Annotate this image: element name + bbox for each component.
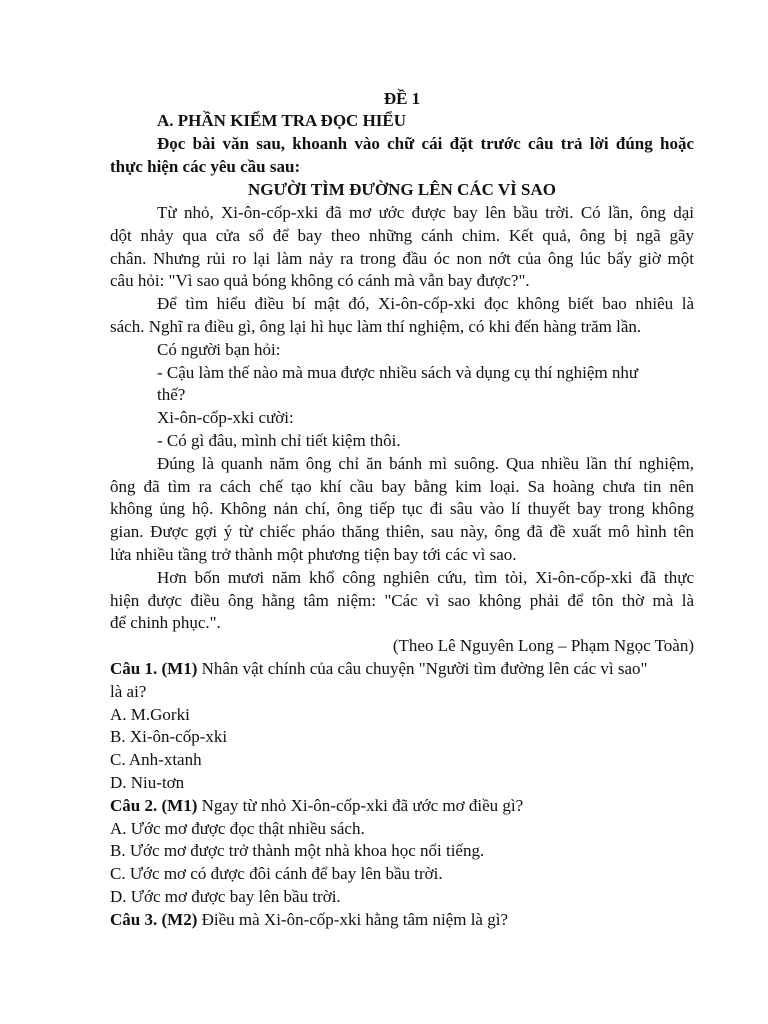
story-line: gian. Được gợi ý từ chiếc pháo thăng thiên, sau này, ông đã đề xuất mô hình tên [110,522,694,541]
question-3-text: Điều mà Xi-ôn-cốp-xki hằng tâm niệm là gì? [197,910,508,929]
question-3-label: Câu 3. (M2) [110,910,198,929]
question-2-option-c: C. Ước mơ có được đôi cánh để bay lên bầu trời. [110,864,443,883]
story-line: ông đã tìm ra cách chế tạo khí cầu bay bằng kim loại. Sa hoàng chưa tin nên [110,477,694,496]
story-line: chân. Nhưng rủi ro lại làm nảy ra trong đầu óc non nớt của ông lúc bấy giờ một [110,249,694,268]
story-line: - Có gì đâu, mình chỉ tiết kiệm thôi. [157,431,401,450]
story-line: Từ nhỏ, Xi-ôn-cốp-xki đã mơ ước được bay lên bầu trời. Có lần, ông dại [157,203,694,222]
question-3 [110,909,508,931]
question-2-label: Câu 2. (M1) [110,796,198,815]
question-1-text: Nhân vật chính của câu chuyện "Người tìm đường lên các vì sao" [197,659,648,678]
question-2-option-a: A. Ước mơ được đọc thật nhiều sách. [110,819,365,838]
story-line: Hơn bốn mươi năm khổ công nghiên cứu, tìm tòi, Xi-ôn-cốp-xki đã thực [157,568,694,587]
story-line: lửa nhiều tầng trở thành một phương tiện bay tới các vì sao. [110,545,517,564]
story-line: Đúng là quanh năm ông chỉ ăn bánh mì suông. Qua nhiều lần thí nghiệm, [157,454,694,473]
section-heading: A. PHẦN KIỂM TRA ĐỌC HIỂU [157,111,407,130]
story-line: để chinh phục.". [110,613,221,632]
story-title: NGƯỜI TÌM ĐƯỜNG LÊN CÁC VÌ SAO [248,180,556,199]
question-1 [110,658,648,680]
question-1-label: Câu 1. (M1) [110,659,198,678]
question-1-option-b: B. Xi-ôn-cốp-xki [110,727,228,746]
story-line: sách. Nghĩ ra điều gì, ông lại hì hục làm thí nghiệm, có khi đến hàng trăm lần. [110,317,642,336]
story-line: Có người bạn hỏi: [157,340,281,359]
story-line: câu hỏi: "Vì sao quả bóng không có cánh mà vẫn bay được?". [110,271,530,290]
exam-title: ĐỀ 1 [383,89,421,108]
story-line: dột nhảy qua cửa sổ để bay theo những cánh chim. Kết quả, ông bị ngã gãy [110,226,694,245]
question-2-option-d: D. Ước mơ được bay lên bầu trời. [110,887,341,906]
story-line: hiện được điều ông hằng tâm niệm: "Các vì sao không phải để tôn thờ mà là [110,591,694,610]
instruction-line-2: thực hiện các yêu cầu sau: [110,157,301,176]
story-line: Để tìm hiểu điều bí mật đó, Xi-ôn-cốp-xki đọc không biết bao nhiêu là [157,294,694,313]
question-2-text: Ngay từ nhỏ Xi-ôn-cốp-xki đã ước mơ điều gì? [197,796,524,815]
question-1-text-cont: là ai? [110,682,147,701]
story-line: thế? [157,385,186,404]
question-1-option-d: D. Niu-tơn [110,773,185,792]
question-2-option-b: B. Ước mơ được trở thành một nhà khoa học nổi tiếng. [110,841,485,860]
question-1-option-a: A. M.Gorki [110,705,190,724]
story-source: (Theo Lê Nguyên Long – Phạm Ngọc Toàn) [392,636,694,655]
question-2 [110,795,523,817]
question-1-option-c: C. Anh-xtanh [110,750,202,769]
story-line: - Cậu làm thế nào mà mua được nhiều sách và dụng cụ thí nghiệm như [157,363,639,382]
story-line: không ủng hộ. Không nản chí, ông tiếp tục đi sâu vào lí thuyết bay trong không [110,499,694,518]
instruction-line-1: Đọc bài văn sau, khoanh vào chữ cái đặt trước câu trả lời đúng hoặc [157,134,694,153]
story-line: Xi-ôn-cốp-xki cười: [157,408,294,427]
